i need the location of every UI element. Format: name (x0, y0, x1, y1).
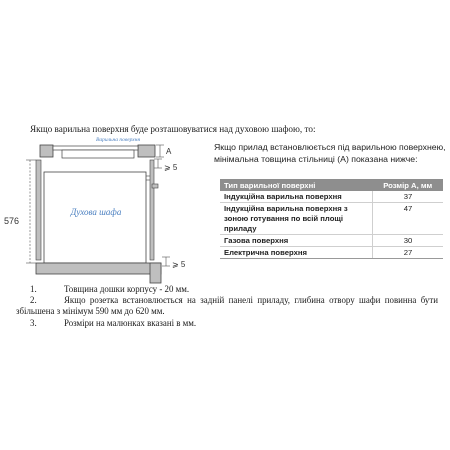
countertop-right (138, 145, 155, 157)
countertop-left (40, 145, 53, 157)
hob-label: Варильна поверхня (95, 137, 141, 143)
note-number: 1. (30, 284, 37, 294)
notes-list (16, 284, 438, 329)
countertop-thickness-table (220, 179, 443, 259)
bottom-gap-label: ⩾ 5 (172, 260, 186, 269)
cabinet-left-side (36, 160, 41, 260)
oven-body (44, 172, 146, 263)
list-item (16, 295, 438, 317)
table-cell-size: 37 (373, 191, 444, 203)
note-text: Товщина дошки корпусу - 20 мм. (64, 284, 190, 294)
note-number: 3. (30, 317, 37, 328)
intro-text: Якщо варильна поверхня буде розташовуватися над духовою шафою, то: (30, 124, 316, 134)
table-cell-size: 47 (373, 203, 444, 235)
list-item (16, 318, 438, 329)
note-text: Якщо розетка встановлюється на задній панелі приладу, глибина отвору шафи повинна бути збільшена з мінімум 590 мм до 620 мм. (16, 295, 438, 317)
table-cell-type: Індукційна варильна поверхня з зоною готування по всій площі приладу (220, 203, 373, 235)
height-label: 576 (4, 216, 20, 226)
list-item (16, 284, 438, 295)
note-number: 2. (30, 295, 37, 306)
table-header-row (220, 179, 443, 191)
table-row (220, 203, 443, 235)
dim-a-label: A (166, 147, 172, 156)
cabinet-bottom (36, 263, 161, 274)
table-header-type: Тип варильної поверхні (220, 179, 373, 191)
oven-door (152, 184, 158, 188)
top-gap-label: ⩾ 5 (164, 163, 178, 172)
table-row (220, 191, 443, 203)
table-header-size: Розмір А, мм (373, 179, 444, 191)
table-cell-size: 30 (373, 235, 444, 247)
table-cell-type: Газова поверхня (220, 235, 373, 247)
hob-body (62, 150, 134, 158)
countertop-note: Якщо прилад встановлюється під варильною поверхнею, мінімальна товщина стільниці (А) показана нижче: (214, 142, 446, 164)
table-cell-type: Індукційна варильна поверхня (220, 191, 373, 203)
oven-label: Духова шафа (70, 207, 122, 217)
cabinet-right-side (150, 160, 154, 260)
table-row (220, 247, 443, 259)
note-text: Розміри на малюнках вказані в мм. (64, 317, 197, 328)
table-cell-type: Електрична поверхня (220, 247, 373, 259)
hob-glass (53, 146, 138, 150)
cabinet-base (150, 263, 161, 283)
table-row (220, 235, 443, 247)
table-cell-size: 27 (373, 247, 444, 259)
